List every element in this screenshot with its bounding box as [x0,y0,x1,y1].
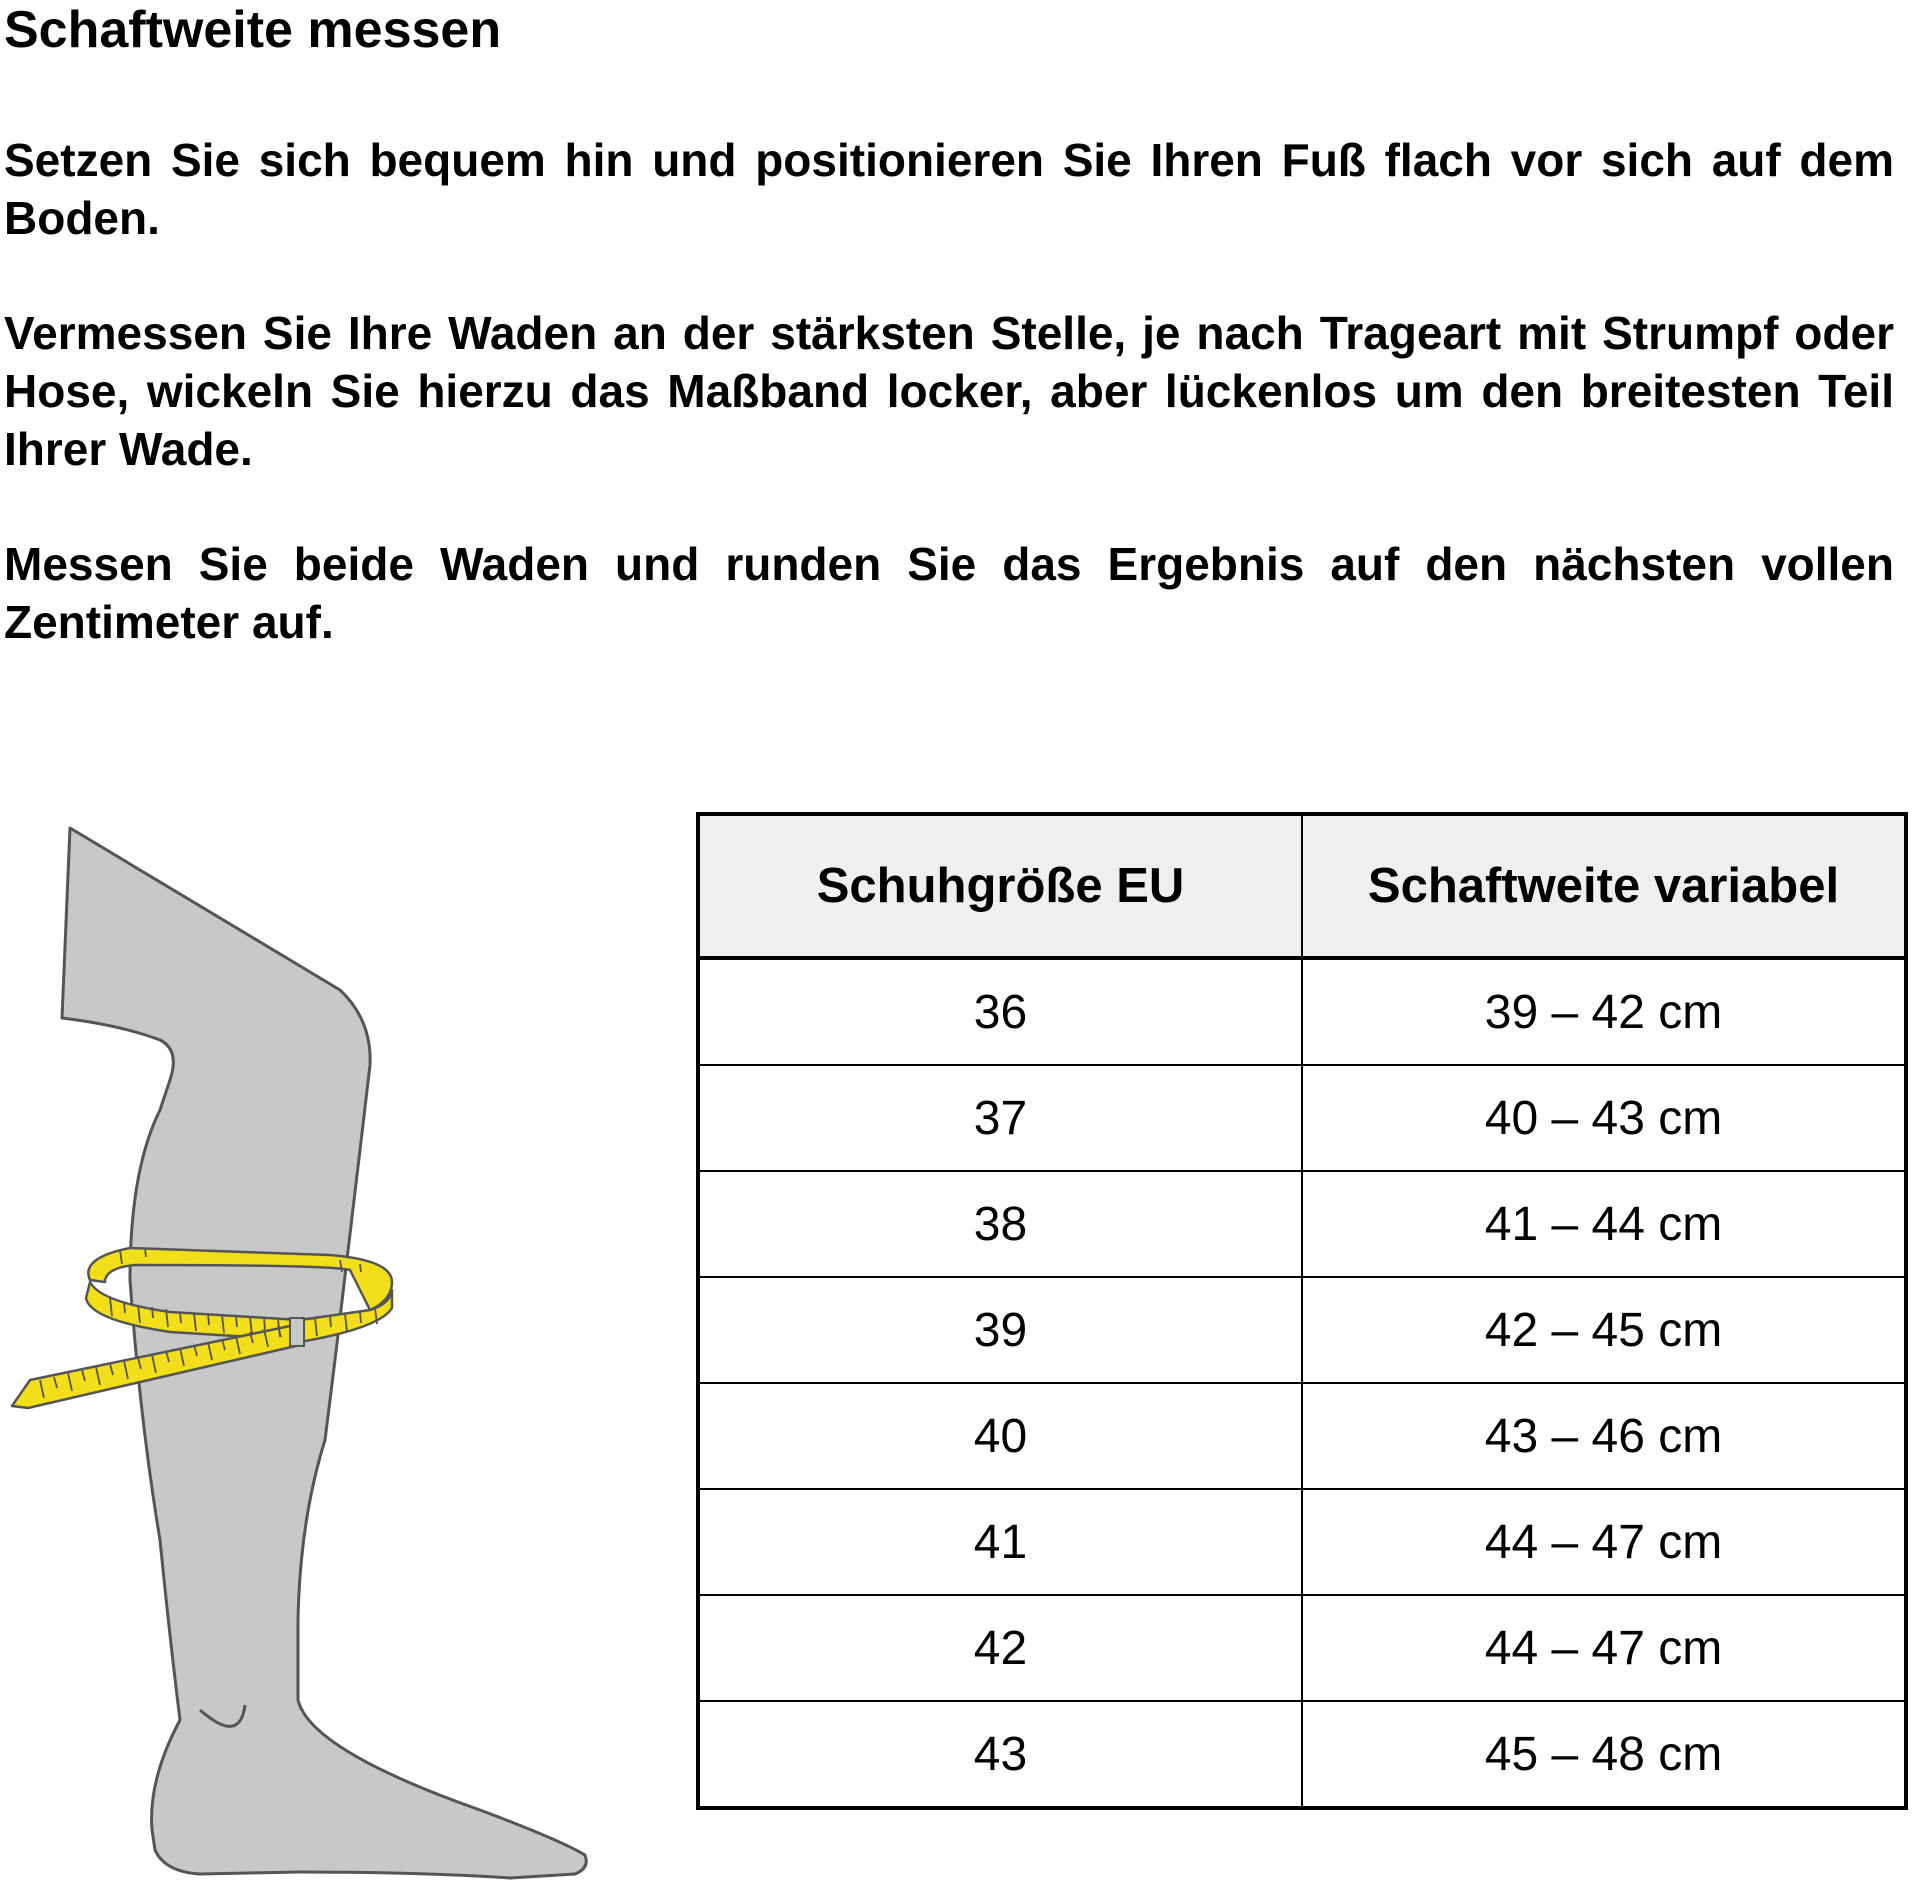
cell-shoe-size: 38 [698,1171,1302,1277]
leg-silhouette [62,828,586,1878]
instruction-paragraph-2: Vermessen Sie Ihre Waden an der stärksten Stelle, je nach Trageart mit Strumpf oder Hose, wickeln Sie hierzu das Maßband locker, aber lückenlos um den breitesten Teil Ihrer Wade. [4,307,1894,475]
cell-shaft-width: 39 – 42 cm [1302,958,1906,1065]
table-row [698,1383,1906,1489]
cell-shoe-size: 36 [698,958,1302,1065]
cell-shaft-width: 44 – 47 cm [1302,1595,1906,1701]
table-row [698,1277,1906,1383]
header-shaft-width: Schaftweite variabel [1302,814,1906,958]
instruction-paragraph-3: Messen Sie beide Waden und runden Sie das Ergebnis auf den nächsten vollen Zentimeter auf. [4,538,1894,648]
cell-shaft-width: 40 – 43 cm [1302,1065,1906,1171]
leg-measuring-illustration [0,820,600,1880]
cell-shaft-width: 44 – 47 cm [1302,1489,1906,1595]
cell-shoe-size: 41 [698,1489,1302,1595]
cell-shaft-width: 41 – 44 cm [1302,1171,1906,1277]
page-title: Schaftweite messen [4,1,502,59]
cell-shoe-size: 37 [698,1065,1302,1171]
table-row [698,1171,1906,1277]
cell-shoe-size: 39 [698,1277,1302,1383]
cell-shaft-width: 43 – 46 cm [1302,1383,1906,1489]
size-table [696,812,1908,1810]
table-header-row [698,814,1906,958]
table-row [698,1065,1906,1171]
cell-shaft-width: 45 – 48 cm [1302,1701,1906,1808]
instruction-paragraph-1: Setzen Sie sich bequem hin und positionieren Sie Ihren Fuß flach vor sich auf dem Boden. [4,134,1894,244]
header-shoe-size: Schuhgröße EU [698,814,1302,958]
cell-shoe-size: 43 [698,1701,1302,1808]
table-row [698,1701,1906,1808]
measuring-tape-buckle [290,1318,304,1346]
cell-shoe-size: 40 [698,1383,1302,1489]
table-row [698,958,1906,1065]
table-row [698,1595,1906,1701]
cell-shaft-width: 42 – 45 cm [1302,1277,1906,1383]
cell-shoe-size: 42 [698,1595,1302,1701]
table-row [698,1489,1906,1595]
